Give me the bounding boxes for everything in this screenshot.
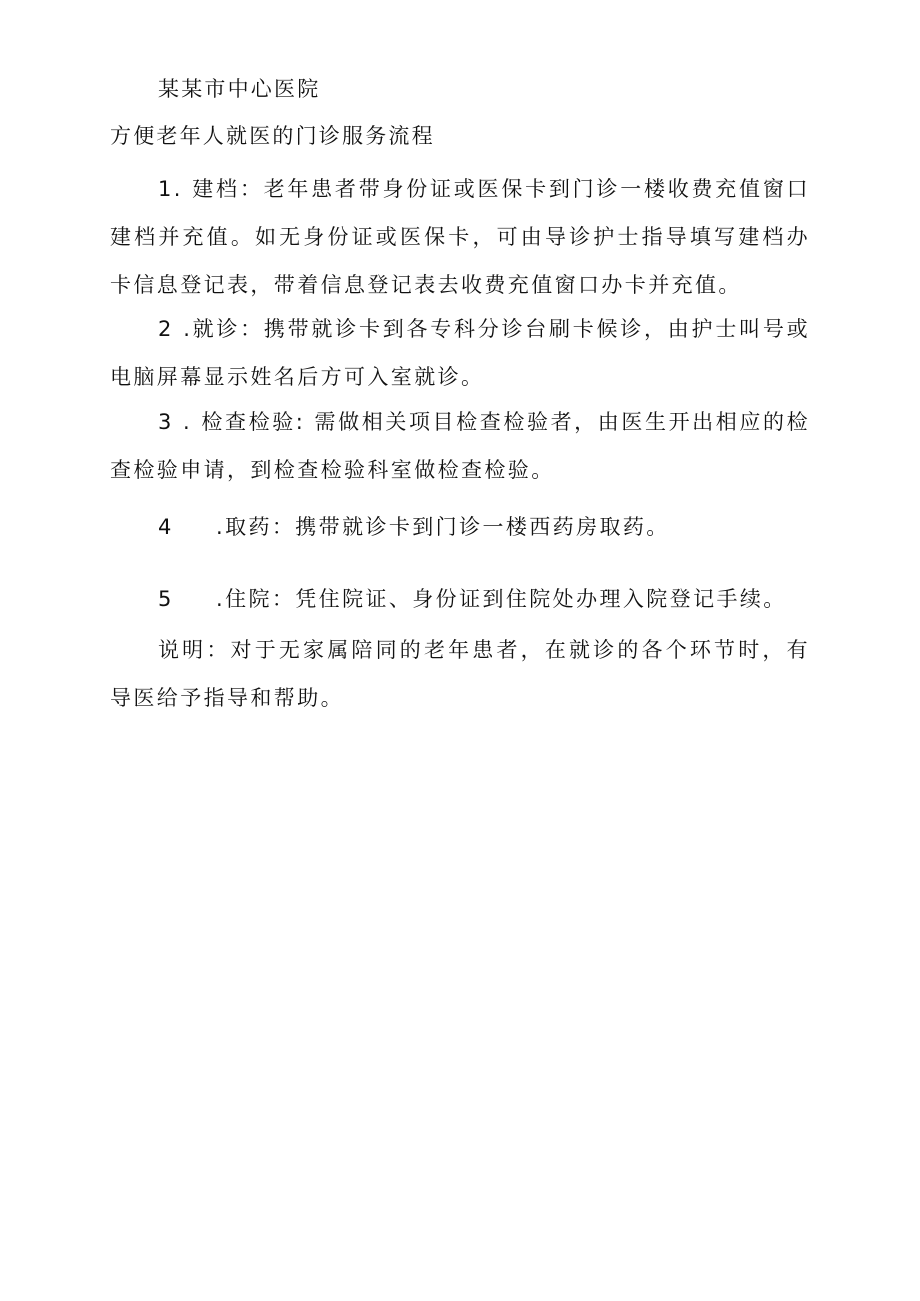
step-5-number: 5 [158, 587, 174, 611]
step-4-number: 4 [158, 515, 174, 539]
step-1-paragraph: 1. 建档：老年患者带身份证或医保卡到门诊一楼收费充值窗口建档并充值。如无身份证或医保卡，可由导诊护士指导填写建档办卡信息登记表，带着信息登记表去收费充值窗口办卡并充值。 [110, 177, 810, 297]
step-4-text: .取药：携带就诊卡到门诊一楼西药房取药。 [216, 515, 670, 539]
step-5-text: .住院：凭住院证、身份证到住院处办理入院登记手续。 [216, 587, 787, 611]
step-3-paragraph: 3 . 检查检验: 需做相关项目检查检验者，由医生开出相应的检查检验申请，到检查检验科室做检查检验。 [110, 410, 810, 482]
step-2-paragraph: 2 .就诊：携带就诊卡到各专科分诊台刷卡候诊，由护士叫号或电脑屏幕显示姓名后方可入室就诊。 [110, 317, 810, 389]
note-paragraph: 说明：对于无家属陪同的老年患者，在就诊的各个环节时，有导医给予指导和帮助。 [110, 638, 810, 710]
hospital-name: 某某市中心医院 [158, 77, 321, 101]
step-4-row [158, 512, 670, 542]
document-title: 方便老年人就医的门诊服务流程 [110, 124, 435, 148]
step-5-row [158, 584, 787, 614]
